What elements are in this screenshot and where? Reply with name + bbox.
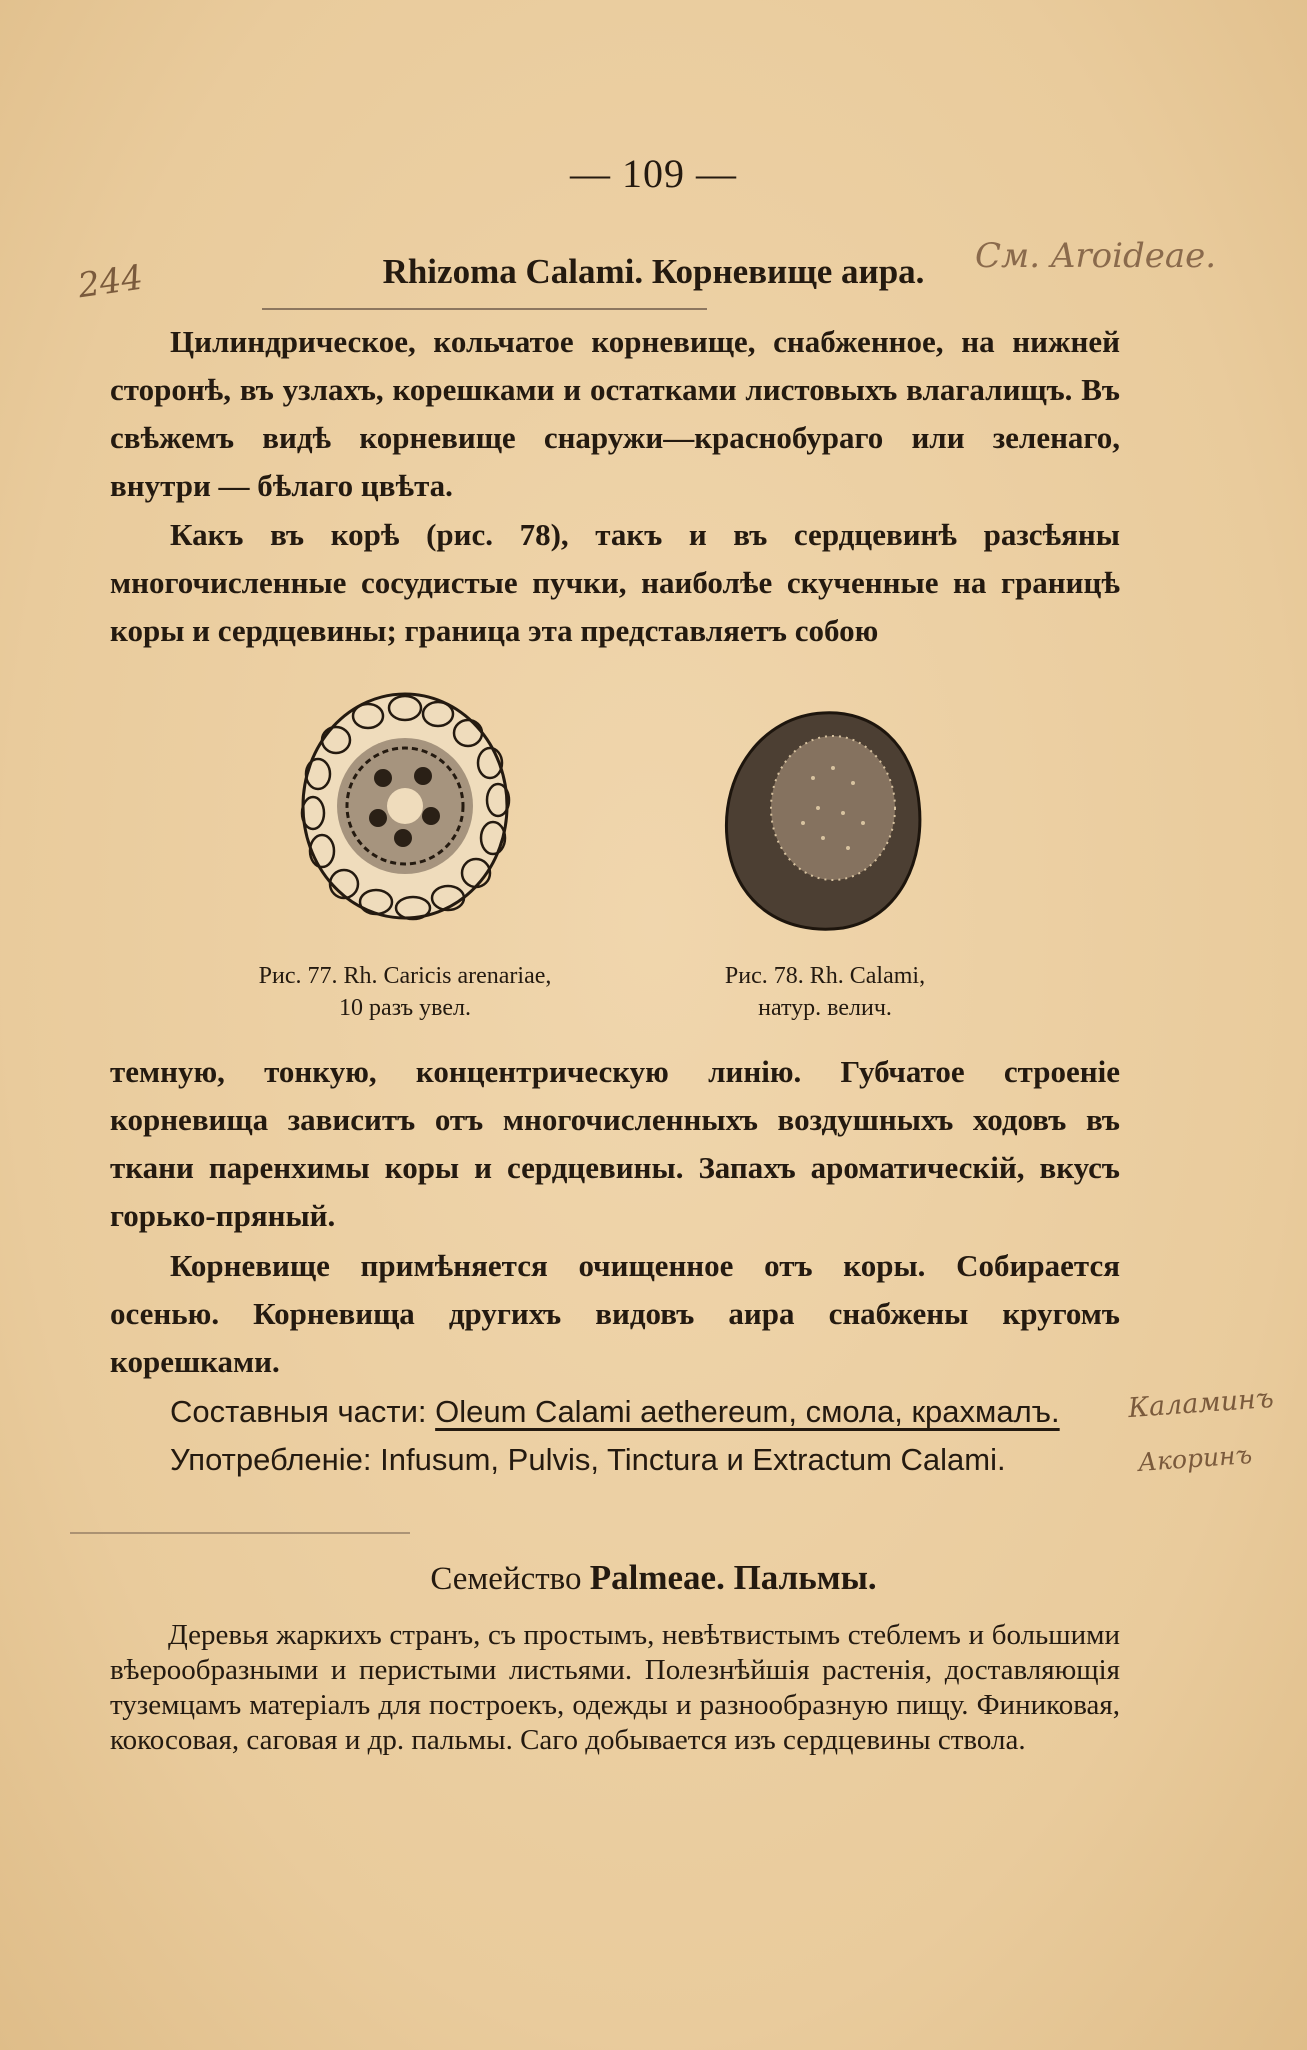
composition-line (110, 1388, 1120, 1436)
page-number: — 109 — (570, 151, 737, 196)
composition-label: Составныя части: (170, 1394, 427, 1429)
palm-heading-prefix: Семейство (430, 1561, 582, 1597)
usage-label: Употребленіе: (170, 1442, 372, 1477)
figure-78-caption (675, 960, 975, 1024)
figure-78-caption-line2: натур. велич. (758, 995, 892, 1021)
paragraph-collection: Корневище примѣняется очищенное отъ коры. Собирается осенью. Корневища другихъ видовъ аира снабжены кругомъ корешками. (110, 1248, 1120, 1379)
paragraph-anatomy: Какъ въ корѣ (рис. 78), такъ и въ сердцевинѣ разсѣяны многочисленные сосудистые пучки, наиболѣе скученные на границѣ коры и сердцевины; граница эта представляетъ собою (110, 517, 1120, 648)
section-heading-palm (0, 1558, 1307, 1598)
handwritten-number: 244 (75, 257, 146, 307)
composition-value: Oleum Calami aethereum, смола, крахмалъ. (435, 1394, 1060, 1429)
pencil-mark (70, 1532, 410, 1534)
paragraph-description: Цилиндрическое, кольчатое корневище, снабженное, на нижней сторонѣ, въ узлахъ, корешками и остатками листовыхъ влагалищъ. Въ свѣжемъ видѣ корневище снаружи—краснобураго или зеленаго, внутри — бѣлаго цвѣта. (110, 324, 1120, 503)
usage-line (110, 1436, 1120, 1484)
handwritten-note-kal: Каламинъ (1127, 1382, 1275, 1425)
figure-77-caption-line2: 10 разъ увел. (339, 995, 471, 1021)
handwritten-note-akor: Акоринъ (1137, 1440, 1254, 1477)
figure-77-illustration (298, 688, 513, 923)
paragraph-palm: Деревья жаркихъ странъ, съ простымъ, невѣтвистымъ стеблемъ и большими вѣерообразными и перистыми листьями. Полезнѣйшія растенія, доставляющія туземцамъ матеріалъ для построекъ, одежды и разнообразную пищу. Финиковая, кокосовая, саговая и др. пальмы. Саго добывается изъ сердцевины ствола. (110, 1619, 1120, 1756)
figure-78-illustration (723, 708, 923, 933)
paragraph-structure: темную, тонкую, концентрическую линію. Губчатое строеніе корневища зависитъ отъ многочисленныхъ воздушныхъ ходовъ въ ткани паренхимы коры и сердцевины. Запахъ ароматическій, вкусъ горько-пряный. (110, 1054, 1120, 1233)
figure-77-caption-line1: Рис. 77. Rh. Caricis arenariae, (258, 963, 552, 989)
figure-77-caption (200, 960, 610, 1024)
palm-heading-title: Palmeae. Пальмы. (589, 1558, 877, 1597)
section-heading-rhizoma: Rhizoma Calami. Корневище аира. (382, 252, 925, 291)
usage-value: Infusum, Pulvis, Tinctura и Extractum Calami. (380, 1442, 1006, 1477)
handwritten-note-araceae: См. Aroideae. (975, 236, 1217, 276)
figure-78-caption-line1: Рис. 78. Rh. Calami, (724, 963, 926, 989)
underline-mark (262, 308, 707, 310)
